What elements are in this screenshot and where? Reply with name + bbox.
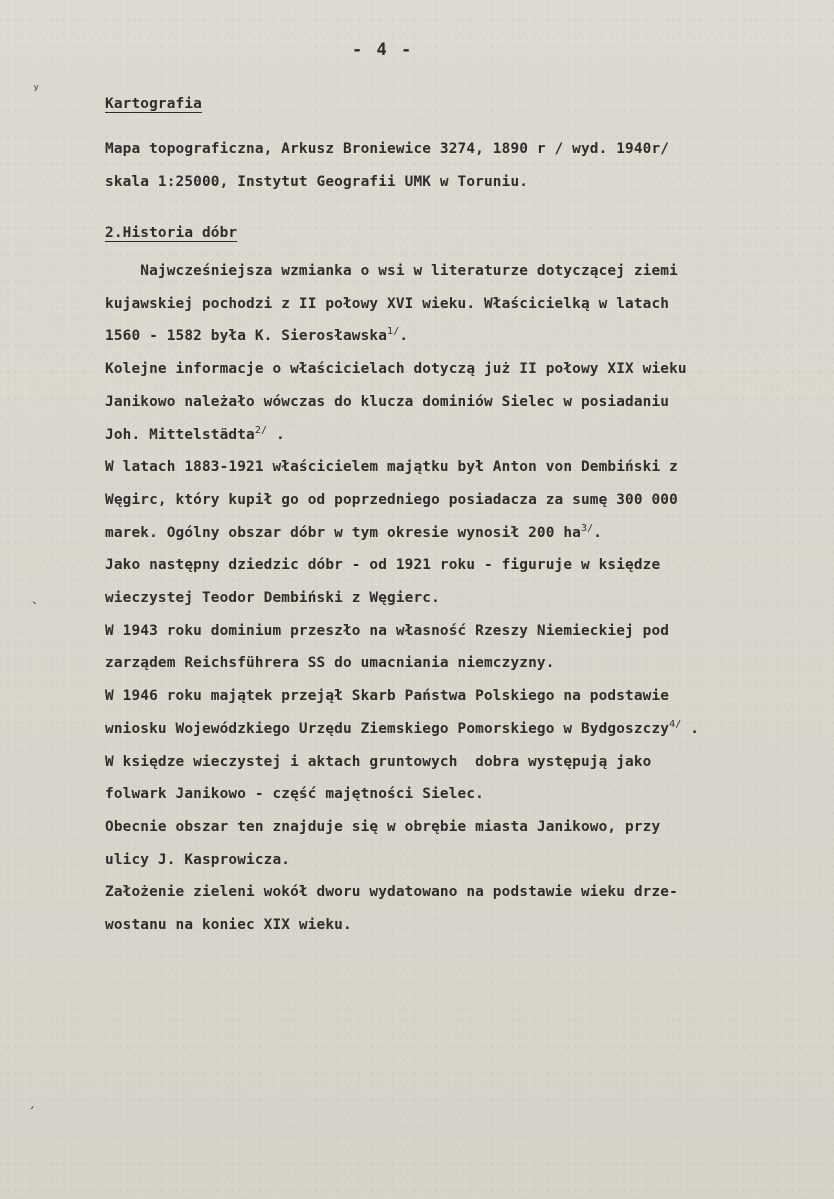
footnote-reference: 1/ bbox=[387, 326, 400, 338]
margin-mark: ˏ bbox=[28, 1093, 37, 1109]
history-line-text: wieczystej Teodor Dembiński z Węgierc. bbox=[105, 590, 440, 606]
history-line-text: Janikowo należało wówczas do klucza dominiów Sielec w posiadaniu bbox=[105, 393, 670, 410]
footnote-reference: 4/ bbox=[669, 718, 682, 730]
history-line bbox=[105, 296, 669, 312]
cartography-line: Mapa topograficzna, Arkusz Broniewice 3274, 1890 r / wyd. 1940r/ bbox=[105, 141, 670, 157]
history-line-text: W 1943 roku dominium przeszło na własność Rzeszy Niemieckiej pod bbox=[105, 622, 670, 639]
history-line-text: Kolejne informacje o właścicielach dotyczą już II połowy XIX wieku bbox=[105, 361, 687, 378]
history-line-text: ulicy J. Kasprowicza. bbox=[105, 851, 291, 868]
history-line-punctuation: . bbox=[399, 328, 409, 345]
history-line bbox=[105, 819, 660, 835]
history-line bbox=[105, 328, 408, 344]
history-line bbox=[105, 786, 484, 802]
history-line-text: wostanu na koniec XIX wieku. bbox=[105, 917, 352, 933]
history-line-text: W księdze wieczystej i aktach gruntowych dobra występują jako bbox=[105, 753, 652, 770]
history-line bbox=[105, 718, 700, 737]
history-line-text: marek. Ogólny obszar dóbr w tym okresie wynosił 200 ha bbox=[105, 524, 581, 541]
history-line-text: Joh. Mittelstädta bbox=[105, 426, 255, 443]
history-line bbox=[105, 263, 678, 279]
history-line bbox=[105, 884, 678, 900]
history-line bbox=[105, 623, 669, 639]
history-line-text: Obecnie obszar ten znajduje się w obrębie miasta Janikowo, przy bbox=[105, 818, 661, 835]
history-line bbox=[105, 394, 669, 410]
history-line bbox=[105, 655, 555, 671]
history-line bbox=[105, 492, 678, 508]
history-line bbox=[105, 522, 603, 541]
history-line bbox=[105, 917, 352, 933]
history-line-text: W latach 1883-1921 właścicielem majątku był Anton von Dembiński z bbox=[105, 459, 678, 476]
history-line-text: Założenie zieleni wokół dworu wydatowano na podstawie wieku drze- bbox=[105, 884, 678, 901]
history-line bbox=[105, 590, 440, 606]
history-line-text: Najwcześniejsza wzmianka o wsi w literaturze dotyczącej ziemi bbox=[105, 263, 678, 279]
history-line bbox=[105, 754, 651, 770]
history-line bbox=[105, 459, 678, 475]
cartography-line: skala 1:25000, Instytut Geografii UMK w Toruniu. bbox=[105, 174, 529, 190]
history-line bbox=[105, 557, 660, 573]
footnote-reference: 3/ bbox=[580, 522, 594, 534]
history-line-text: Węgirc, który kupił go od poprzedniego posiadacza za sumę 300 000 bbox=[105, 491, 678, 508]
history-line bbox=[105, 361, 687, 377]
history-line bbox=[105, 688, 669, 704]
history-line bbox=[105, 424, 285, 443]
history-line-punctuation: . bbox=[593, 524, 603, 541]
section-heading-cartography: Kartografia bbox=[105, 96, 202, 112]
margin-mark: ˎ bbox=[30, 588, 39, 604]
history-line-text: kujawskiej pochodzi z II połowy XVI wieku. Właścicielką w latach bbox=[105, 295, 670, 312]
history-line-text: wniosku Wojewódzkiego Urzędu Ziemskiego Pomorskiego w Bydgoszczy bbox=[105, 720, 670, 737]
history-line-punctuation: . bbox=[681, 720, 700, 737]
page-number: - 4 - bbox=[352, 40, 414, 60]
history-line bbox=[105, 852, 290, 868]
history-line-text: zarządem Reichsführera SS do umacniania niemczyzny. bbox=[105, 655, 555, 672]
history-line-punctuation: . bbox=[267, 426, 285, 443]
history-line-text: 1560 - 1582 była K. Sierosławska bbox=[105, 328, 388, 345]
section-heading-history: 2.Historia dóbr bbox=[105, 225, 238, 241]
history-line-text: Jako następny dziedzic dóbr - od 1921 roku - figuruje w księdze bbox=[105, 557, 661, 574]
footnote-reference: 2/ bbox=[254, 424, 268, 436]
history-line-text: folwark Janikowo - część majętności Sielec. bbox=[105, 786, 484, 803]
history-line-text: W 1946 roku majątek przejął Skarb Państwa Polskiego na podstawie bbox=[105, 688, 670, 705]
margin-mark: ʸ bbox=[32, 82, 41, 98]
